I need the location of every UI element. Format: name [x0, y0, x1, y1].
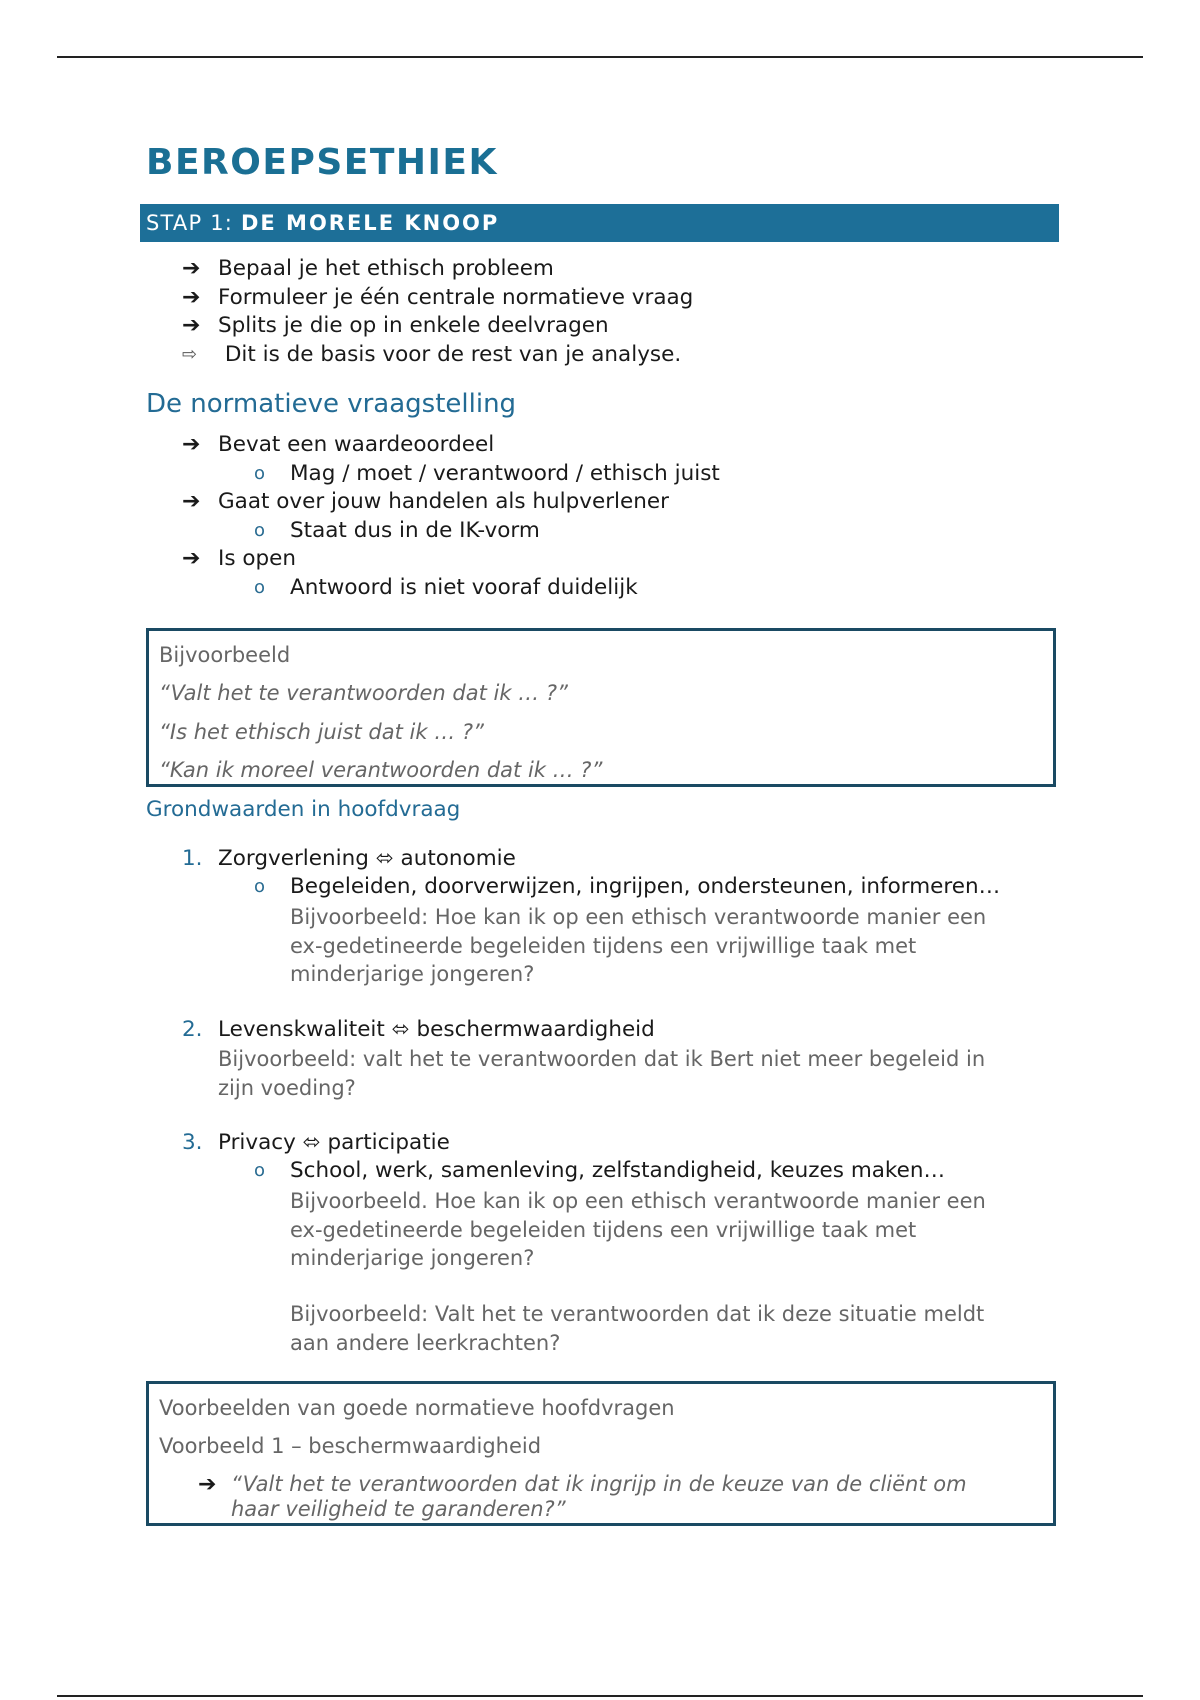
good-question-quote	[231, 1472, 967, 1522]
step-banner	[140, 204, 1059, 242]
criterion-sub: Mag / moet / verantwoord / ethisch juist	[290, 460, 720, 486]
example-line: minderjarige jongeren?	[290, 1246, 535, 1270]
page-title: BEROEPSETHIEK	[146, 142, 498, 183]
arrow-icon: ➔	[182, 432, 201, 457]
example-line: Bijvoorbeeld: Hoe kan ik op een ethisch verantwoorde manier een	[290, 905, 987, 929]
list-item	[182, 284, 693, 313]
example-question: “Valt het te verantwoorden dat ik … ?”	[159, 681, 568, 705]
value-bullet: Begeleiden, doorverwijzen, ingrijpen, ondersteunen, informeren…	[290, 874, 1001, 899]
list-subitem	[182, 517, 720, 546]
list-item	[182, 312, 693, 341]
example-line: Bijvoorbeeld. Hoe kan ik op een ethisch verantwoorde manier een	[290, 1189, 986, 1213]
value-number: 2.	[182, 1017, 203, 1042]
arrow-icon: ➔	[198, 1472, 217, 1497]
arrow-icon: ➔	[182, 546, 201, 571]
good-questions-box	[146, 1381, 1056, 1526]
value-label: Zorgverlening ⬄ autonomie	[218, 846, 516, 871]
value-example	[290, 1187, 986, 1273]
value-example	[218, 1045, 985, 1102]
value-bullet: School, werk, samenleving, zelfstandigheid, keuzes maken…	[290, 1158, 945, 1183]
list-item	[182, 431, 720, 460]
criterion-sub: Staat dus in de IK-vorm	[290, 517, 540, 543]
criteria-list	[182, 431, 720, 602]
step-point-text: Bepaal je het ethisch probleem	[218, 256, 554, 281]
value-number: 1.	[182, 846, 203, 871]
value-label: Levenskwaliteit ⬄ beschermwaardigheid	[218, 1017, 655, 1042]
step-point-text: Dit is de basis voor de rest van je analyse.	[218, 341, 682, 367]
step-points	[182, 255, 693, 369]
circle-bullet-icon: o	[254, 519, 266, 541]
list-item	[182, 255, 693, 284]
example-box	[146, 628, 1056, 787]
arrow-icon: ➔	[182, 256, 201, 281]
example-question: “Kan ik moreel verantwoorden dat ik … ?”	[159, 758, 603, 782]
value-example	[290, 903, 986, 989]
criterion-label: Gaat over jouw handelen als hulpverlener	[218, 489, 669, 514]
good-questions-title: Voorbeelden van goede normatieve hoofdvragen	[159, 1396, 675, 1420]
example-line: aan andere leerkrachten?	[290, 1330, 561, 1355]
bottom-rule	[57, 1695, 1143, 1697]
example-line: ex-gedetineerde begeleiden tijdens een vrijwillige taak met	[290, 1217, 917, 1242]
circle-bullet-icon: o	[254, 876, 266, 897]
value-number: 3.	[182, 1130, 203, 1155]
arrow-icon: ➔	[182, 313, 201, 338]
hollow-arrow-icon: ⇨	[182, 343, 198, 365]
values-heading: Grondwaarden in hoofdvraag	[146, 797, 461, 822]
step-prefix: STAP 1:	[146, 211, 241, 235]
circle-bullet-icon: o	[254, 576, 266, 598]
list-subitem	[182, 460, 720, 489]
arrow-icon: ➔	[182, 284, 201, 310]
example-box-title: Bijvoorbeeld	[159, 643, 291, 667]
quote-line: “Valt het te verantwoorden dat ik ingrijp in de keuze van de cliënt om	[231, 1472, 967, 1496]
value-label: Privacy ⬄ participatie	[218, 1130, 450, 1155]
step-point-text: Splits je die op in enkele deelvragen	[218, 313, 609, 338]
top-rule	[57, 56, 1143, 58]
example-line: Bijvoorbeeld: valt het te verantwoorden dat ik Bert niet meer begeleid in	[218, 1047, 986, 1071]
criterion-label: Is open	[218, 546, 297, 571]
step-point-text: Formuleer je één centrale normatieve vraag	[218, 284, 694, 310]
example-line: Bijvoorbeeld: Valt het te verantwoorden dat ik deze situatie meldt	[290, 1302, 985, 1326]
example-line: ex-gedetineerde begeleiden tijdens een vrijwillige taak met	[290, 933, 917, 958]
example-question: “Is het ethisch juist dat ik … ?”	[159, 720, 484, 744]
step-label: DE MORELE KNOOP	[240, 211, 500, 235]
circle-bullet-icon: o	[254, 1160, 266, 1181]
value-example-2	[290, 1300, 984, 1357]
good-questions-subtitle: Voorbeeld 1 – beschermwaardigheid	[159, 1434, 542, 1458]
list-subitem	[182, 574, 720, 603]
example-line: minderjarige jongeren?	[290, 962, 535, 986]
quote-line: haar veiligheid te garanderen?”	[231, 1497, 566, 1521]
circle-bullet-icon: o	[254, 462, 266, 484]
list-item	[182, 545, 720, 574]
criterion-sub: Antwoord is niet vooraf duidelijk	[290, 574, 638, 600]
arrow-icon: ➔	[182, 489, 201, 514]
section-heading: De normatieve vraagstelling	[146, 389, 517, 419]
list-item	[182, 488, 720, 517]
list-item	[182, 341, 693, 370]
example-line: zijn voeding?	[218, 1075, 356, 1100]
criterion-label: Bevat een waardeoordeel	[218, 432, 495, 457]
